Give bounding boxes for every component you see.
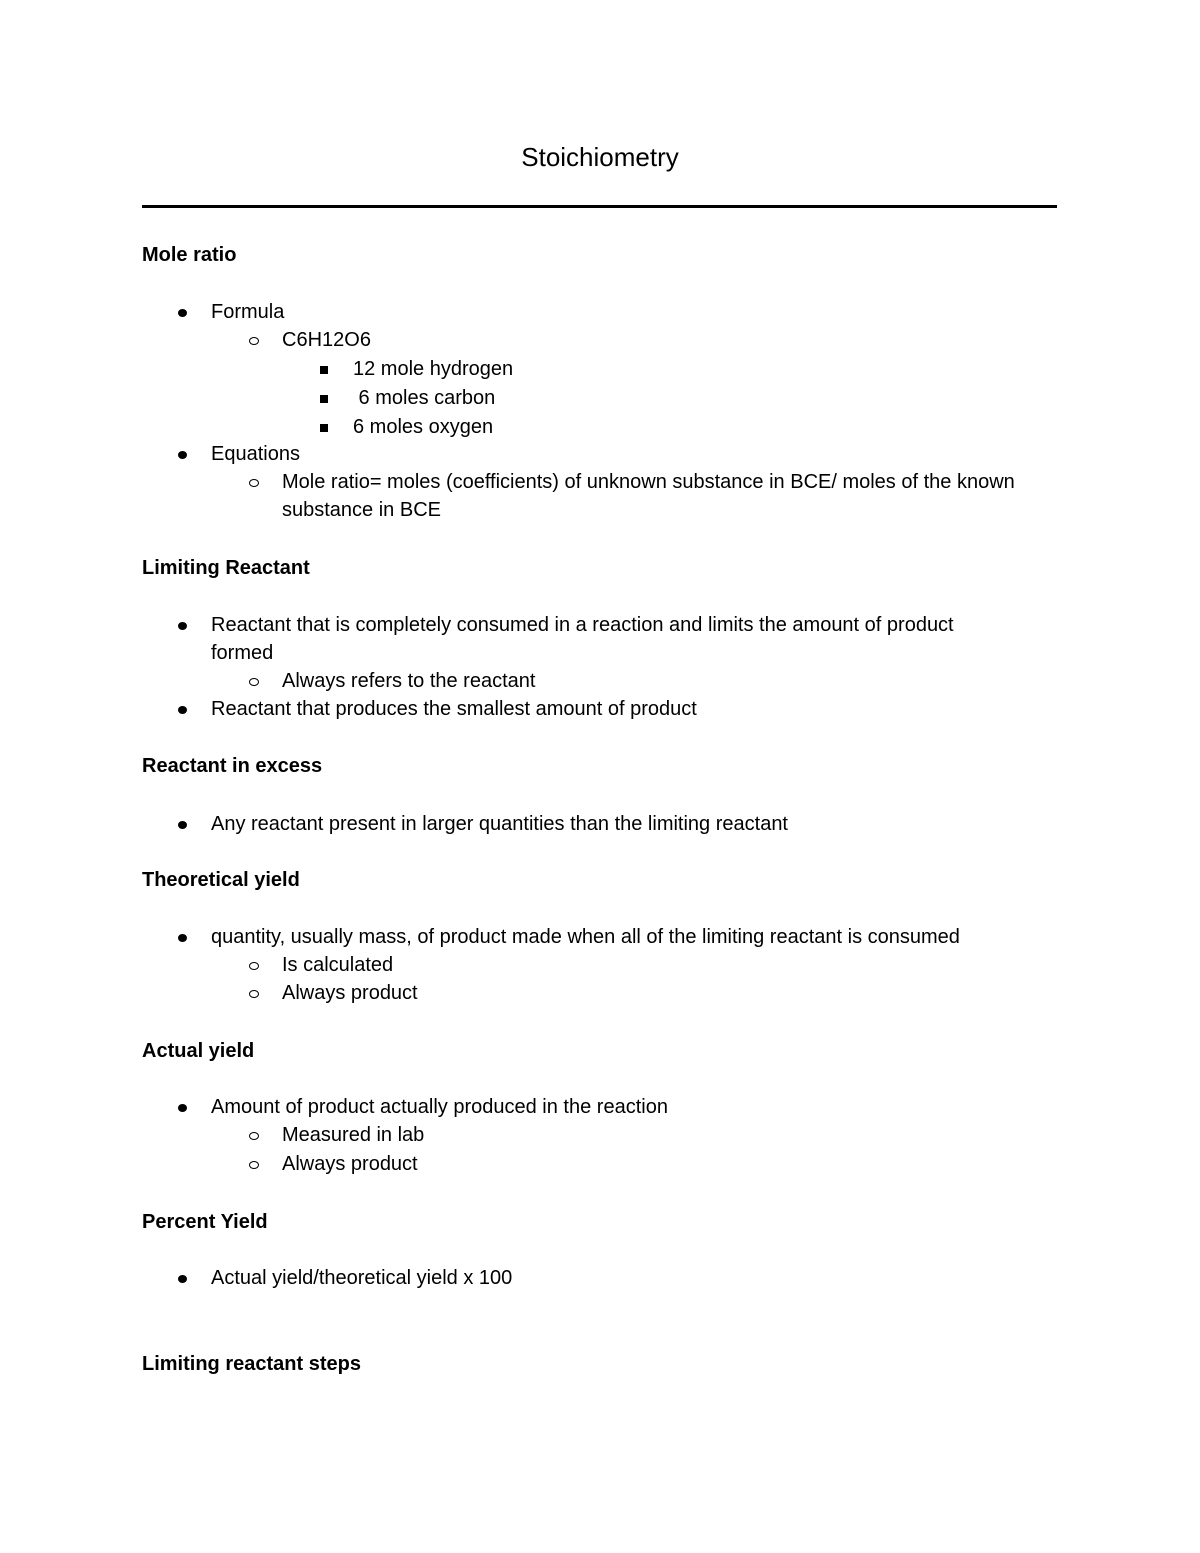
section-heading-reactant-in-excess: Reactant in excess (142, 755, 323, 777)
list-item-smallest-product: Reactant that produces the smallest amount of product (211, 698, 697, 720)
bullet-circle (249, 337, 259, 345)
section-heading-limiting-reactant-steps: Limiting reactant steps (142, 1353, 361, 1375)
list-item-oxygen: 6 moles oxygen (353, 416, 494, 438)
document-title: Stoichiometry (521, 142, 679, 172)
bullet-disc (178, 706, 187, 714)
bullet-disc (178, 821, 187, 829)
title-divider (142, 205, 1057, 208)
list-item-compound: C6H12O6 (282, 329, 371, 351)
bullet-square (320, 424, 328, 432)
list-item-actual-definition: Amount of product actually produced in the reaction (211, 1096, 668, 1118)
list-item-limiting-reactant-definition: Reactant that is completely consumed in a reaction and limits the amount of product formed (211, 614, 954, 664)
list-item-measured-in-lab: Measured in lab (282, 1124, 425, 1146)
list-item-is-calculated: Is calculated (282, 954, 394, 976)
list-item-always-product: Always product (282, 1153, 418, 1175)
section-heading-limiting-reactant: Limiting Reactant (142, 557, 310, 579)
bullet-circle (249, 678, 259, 686)
section-heading-actual-yield: Actual yield (142, 1040, 255, 1062)
list-item-formula: Formula (211, 301, 285, 323)
section-heading-percent-yield: Percent Yield (142, 1211, 268, 1233)
bullet-disc (178, 451, 187, 459)
section-heading-mole-ratio: Mole ratio (142, 244, 237, 266)
bullet-disc (178, 1275, 187, 1283)
list-item-hydrogen: 12 mole hydrogen (353, 358, 514, 380)
bullet-disc (178, 934, 187, 942)
list-item-always-product: Always product (282, 982, 418, 1004)
bullet-square (320, 366, 328, 374)
bullet-circle (249, 1132, 259, 1140)
bullet-disc (178, 309, 187, 317)
list-item-percent-formula: Actual yield/theoretical yield x 100 (211, 1267, 513, 1289)
list-item-refers-to-reactant: Always refers to the reactant (282, 670, 536, 692)
list-item-equation-definition: Mole ratio= moles (coefficients) of unknown substance in BCE/ moles of the known substance in BCE (282, 471, 1015, 521)
bullet-disc (178, 622, 187, 630)
bullet-circle (249, 1161, 259, 1169)
bullet-disc (178, 1104, 187, 1112)
bullet-square (320, 395, 328, 403)
list-item-equations: Equations (211, 443, 300, 465)
list-item-theoretical-definition: quantity, usually mass, of product made when all of the limiting reactant is consumed (211, 926, 960, 948)
bullet-circle (249, 962, 259, 970)
list-item-excess-definition: Any reactant present in larger quantities than the limiting reactant (211, 813, 788, 835)
section-heading-theoretical-yield: Theoretical yield (142, 869, 300, 891)
bullet-circle (249, 479, 259, 487)
list-item-carbon: 6 moles carbon (353, 387, 496, 409)
bullet-circle (249, 990, 259, 998)
